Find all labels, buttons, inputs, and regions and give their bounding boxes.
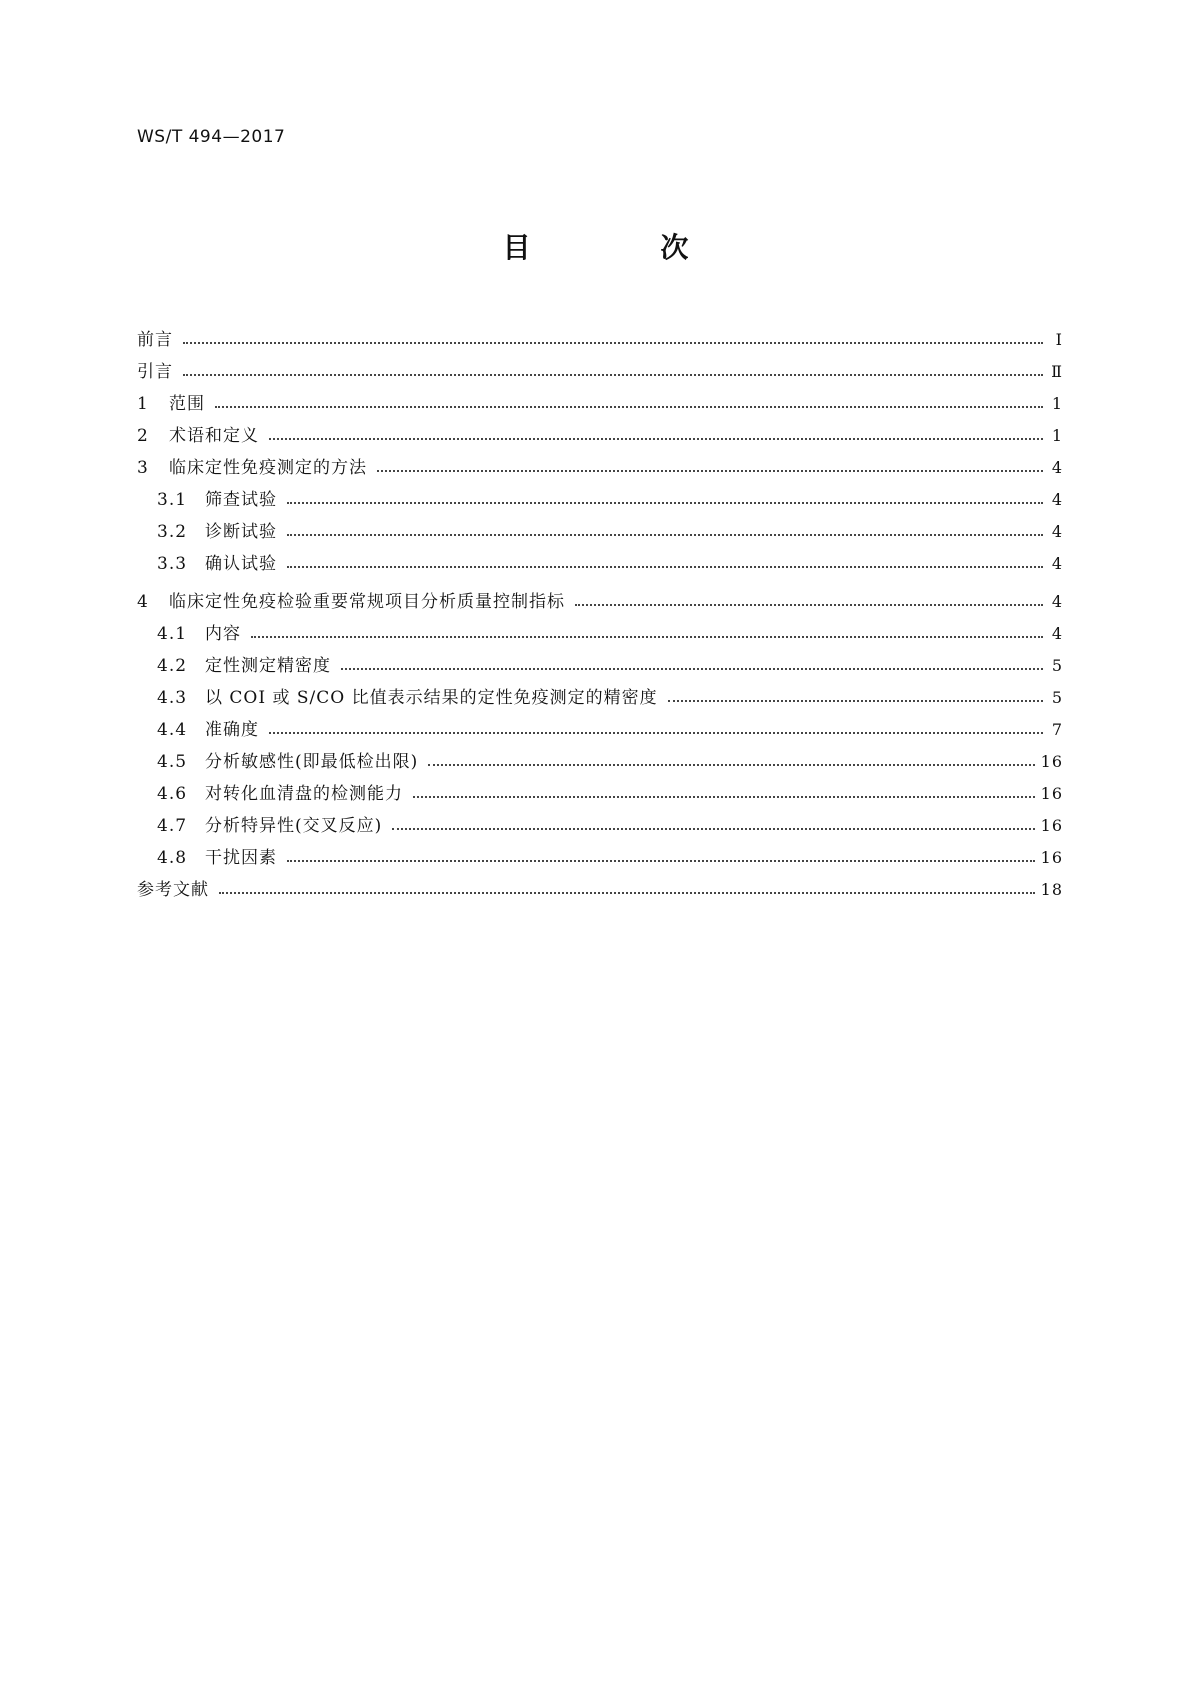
toc-entry-label: 分析敏感性(即最低检出限) (205, 752, 419, 772)
toc-page-number: 7 (1051, 720, 1063, 739)
toc-leader-dots (392, 828, 1034, 830)
toc-page-number: 16 (1040, 752, 1063, 771)
toc-section-number: 2 (137, 426, 149, 446)
toc-entry-foreword[interactable] (137, 325, 1063, 357)
toc-leader-dots (341, 668, 1043, 670)
toc-leader-dots (413, 796, 1035, 798)
toc-page-number: 16 (1040, 784, 1063, 803)
toc-section-number: 3 (137, 458, 149, 478)
toc-page-number: 4 (1051, 592, 1063, 611)
toc-leader-dots (668, 700, 1043, 702)
toc-page-number: 1 (1051, 426, 1063, 445)
toc-section-number: 4.4 (157, 720, 188, 740)
toc-section-number: 4.6 (157, 784, 188, 804)
toc-entry-label: 范围 (169, 394, 205, 414)
toc-entry-label: 准确度 (205, 720, 259, 740)
toc-leader-dots (287, 534, 1043, 536)
toc-leader-dots (428, 764, 1034, 766)
toc-section-number: 3.2 (157, 522, 188, 542)
toc-entry-bibliography[interactable] (137, 875, 1063, 907)
toc-entry-label: 分析特异性(交叉反应) (205, 816, 383, 836)
toc-page-number: Ⅱ (1051, 362, 1063, 381)
toc-entry-section-4-7[interactable] (137, 811, 1063, 843)
toc-page-number: 4 (1051, 624, 1063, 643)
table-of-contents (137, 325, 1063, 907)
toc-leader-dots (251, 636, 1043, 638)
toc-leader-dots (269, 732, 1043, 734)
toc-entry-section-2[interactable] (137, 421, 1063, 453)
toc-entry-section-4-6[interactable] (137, 779, 1063, 811)
toc-page-number: Ⅰ (1055, 330, 1063, 349)
toc-entry-label: 内容 (205, 624, 241, 644)
toc-leader-dots (183, 342, 1043, 344)
toc-entry-label: 术语和定义 (169, 426, 259, 446)
toc-entry-label: 临床定性免疫检验重要常规项目分析质量控制指标 (169, 592, 565, 612)
toc-entry-section-3-2[interactable] (137, 517, 1063, 549)
toc-leader-dots (183, 374, 1043, 376)
toc-entry-label: 干扰因素 (205, 848, 277, 868)
toc-page-number: 4 (1051, 554, 1063, 573)
toc-section-number: 4.1 (157, 624, 188, 644)
toc-entry-section-4-3[interactable] (137, 683, 1063, 715)
toc-entry-label: 诊断试验 (205, 522, 277, 542)
toc-page-number: 4 (1051, 522, 1063, 541)
toc-entry-section-4-2[interactable] (137, 651, 1063, 683)
toc-section-number: 3.1 (157, 490, 188, 510)
toc-entry-section-4-8[interactable] (137, 843, 1063, 875)
toc-leader-dots (287, 566, 1043, 568)
toc-leader-dots (219, 892, 1035, 894)
toc-section-number: 4.7 (157, 816, 188, 836)
toc-entry-label: 筛查试验 (205, 490, 277, 510)
toc-entry-section-3[interactable] (137, 453, 1063, 485)
toc-section-number: 4.5 (157, 752, 188, 772)
toc-page-number: 1 (1051, 394, 1063, 413)
toc-page-number: 5 (1051, 688, 1063, 707)
toc-entry-label: 确认试验 (205, 554, 277, 574)
toc-leader-dots (377, 470, 1043, 472)
page-title: 目 次 (502, 231, 749, 264)
toc-section-number: 4 (137, 592, 149, 612)
toc-entry-section-4-5[interactable] (137, 747, 1063, 779)
toc-entry-label: 临床定性免疫测定的方法 (169, 458, 367, 478)
toc-page-number: 4 (1051, 458, 1063, 477)
toc-entry-section-4[interactable] (137, 587, 1063, 619)
document-code: WS/T 494—2017 (137, 127, 286, 147)
toc-entry-label: 以 COI 或 S/CO 比值表示结果的定性免疫测定的精密度 (205, 688, 658, 708)
toc-page-number: 16 (1040, 848, 1063, 867)
toc-page-number: 16 (1040, 816, 1063, 835)
toc-entry-label: 引言 (137, 362, 173, 382)
toc-section-number: 1 (137, 394, 149, 414)
toc-entry-section-4-4[interactable] (137, 715, 1063, 747)
toc-entry-section-3-1[interactable] (137, 485, 1063, 517)
toc-entry-section-1[interactable] (137, 389, 1063, 421)
toc-entry-label: 参考文献 (137, 880, 209, 900)
toc-leader-dots (287, 860, 1035, 862)
toc-entry-section-4-1[interactable] (137, 619, 1063, 651)
toc-section-number: 4.3 (157, 688, 188, 708)
toc-entry-introduction[interactable] (137, 357, 1063, 389)
toc-leader-dots (287, 502, 1043, 504)
toc-entry-label: 前言 (137, 330, 173, 350)
toc-entry-section-3-3[interactable] (137, 549, 1063, 581)
toc-page-number: 4 (1051, 490, 1063, 509)
toc-entry-label: 定性测定精密度 (205, 656, 331, 676)
toc-section-number: 3.3 (157, 554, 188, 574)
toc-leader-dots (269, 438, 1043, 440)
toc-section-number: 4.2 (157, 656, 188, 676)
toc-page-number: 18 (1040, 880, 1063, 899)
toc-entry-label: 对转化血清盘的检测能力 (205, 784, 403, 804)
toc-leader-dots (575, 604, 1043, 606)
toc-section-number: 4.8 (157, 848, 188, 868)
toc-leader-dots (215, 406, 1043, 408)
toc-page-number: 5 (1051, 656, 1063, 675)
